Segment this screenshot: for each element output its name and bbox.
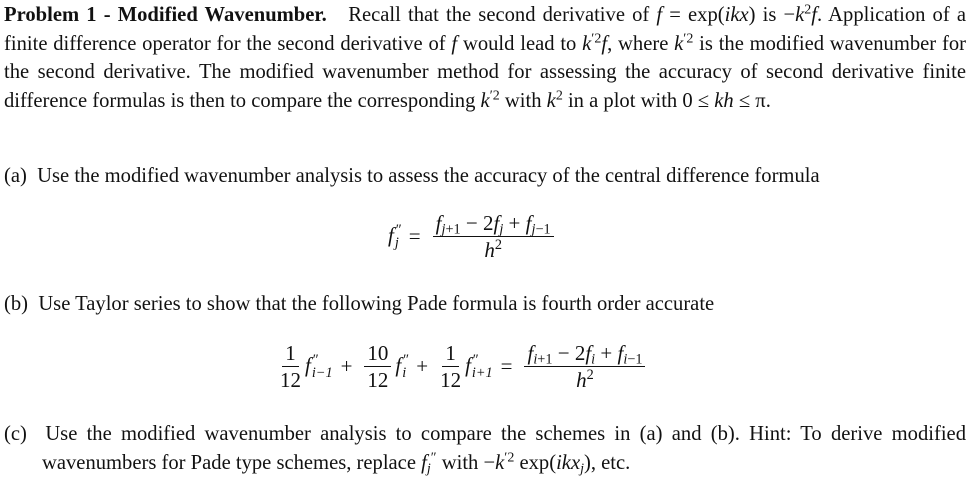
coef-3-den: 12 bbox=[440, 368, 462, 392]
formula-a-fraction bbox=[433, 212, 554, 261]
term-2: f ″ i bbox=[395, 352, 409, 382]
part-b-label: (b) bbox=[4, 293, 29, 315]
central-difference-formula: f ″ j = $\frac{f_{j+1} - 2f_j + f_{j-1}}{h^2}$ bbox=[388, 212, 558, 261]
formula-a-denominator: $h^2$ bbox=[484, 237, 502, 262]
term-1: f ″ i−1 bbox=[305, 352, 333, 382]
coef-1 bbox=[280, 342, 301, 391]
coef-1-den: 12 bbox=[280, 368, 301, 392]
part-c-text: Use the modified wavenumber analysis to compare the schemes in (a) and (b). Hint: To derive modified wavenumbers for Pade type schemes, replace $f_j''$ with $-k^{'2}$ exp(ikx$_j$), etc. bbox=[42, 423, 966, 477]
problem-title: Problem 1 - Modified Wavenumber. bbox=[4, 4, 327, 26]
part-b bbox=[4, 290, 966, 319]
problem-intro bbox=[4, 1, 966, 115]
part-a-text: Use the modified wavenumber analysis to assess the accuracy of the central difference formula bbox=[37, 165, 820, 187]
part-b-text: Use Taylor series to show that the following Pade formula is fourth order accurate bbox=[38, 293, 715, 315]
part-c-label: (c) bbox=[4, 423, 27, 445]
formula-b-denominator: $h^2$ bbox=[576, 367, 594, 392]
coef-1-num: 1 bbox=[282, 342, 299, 367]
formula-b-fraction bbox=[524, 342, 645, 391]
term-3: f ″ i+1 bbox=[465, 352, 493, 382]
part-c bbox=[4, 420, 966, 477]
part-a bbox=[4, 162, 966, 191]
pade-formula: $\frac{1}{12}$ f ″ i−1 + $\frac{10}{12}$ f ″ i + $\frac{1}{12}$ f ″ i+1 = $\frac{f_{i+1} - 2f_i + f_{i-1}}{h^2}$ bbox=[276, 342, 649, 391]
formula-b-numerator: $f_{i+1} - 2f_i + f_{i-1}$ bbox=[524, 342, 645, 367]
coef-2 bbox=[364, 342, 391, 391]
coef-3-num: 1 bbox=[442, 342, 459, 367]
intro-text: Recall that the second derivative of f = exp(ikx) is $-k^2f$. Application of a finite difference operator for the second derivative of f would lead to $k^{'2}f$, where $k^{'2}$ is the modified wavenumber for the second derivative. The modified wavenumber method for assessing the accuracy of second derivative finite difference formulas is then to compare the corresponding $k^{'2}$ with $k^2$ in a plot with 0 ≤ kh ≤ π. bbox=[4, 2, 966, 112]
formula-a-lhs: f ″ j bbox=[388, 222, 401, 252]
coef-3 bbox=[440, 342, 461, 391]
coef-2-den: 12 bbox=[367, 368, 389, 392]
coef-2-num: 10 bbox=[364, 342, 391, 367]
part-a-label: (a) bbox=[4, 165, 27, 187]
formula-a-numerator: $f_{j+1} - 2f_j + f_{j-1}$ bbox=[433, 212, 554, 237]
